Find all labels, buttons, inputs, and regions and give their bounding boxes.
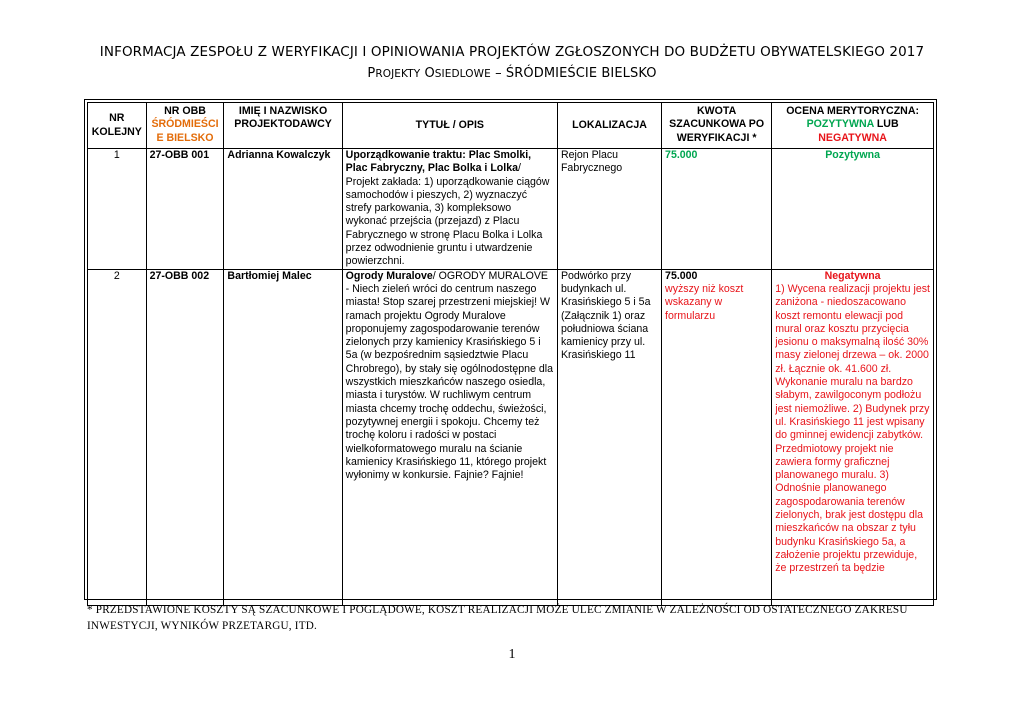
row-location: Rejon Placu Fabrycznego [557,149,661,270]
subtitle-o: O [424,66,435,81]
row-title-rest: / OGRODY MURALOVE - Niech zieleń wróci do centrum naszego miasta! Stop szarej przestrzeni miejskiej! W ramach projektu Ogrody Muralove proponujemy zagospodarowanie terenów zielonych przy kamienicy Krasińskiego 5 i 5a (w bezpośrednim sąsiedztwie Placu Chrobrego), by stały się ogólnodostępne dla wszystkich mieszkańców naszego osiedla, miasta i turystów. W ruchliwym centrum miasta chcemy trochę oddechu, świeżości, pozytywnej energii i spokoju. Chcemy też trochę koloru i radości w postaci wielkoformatowego muralu na ścianie kamienicy Krasińskiego 11, którego projekt wyłonimy w konkursie. Fajnie? Fajnie! [345,269,553,482]
projects-table [87,102,934,606]
header-rating-negative: NEGATYWNA [818,131,887,144]
row-title-rest: / Projekt zakłada: 1) uporządkowanie ciągów samochodów i pieszych, 2) wyznaczyć strefy parkowania, 3) kompleksowo wykonać przejścia (przejazd) z Placu Fabrycznego w stronę Placu Bolka i Lolka przez odwodnienie gruntu i utwardzenie powierzchni. [345,162,550,268]
row-nr: 2 [88,269,147,605]
row-amount-note: wyższy niż koszt wskazany w formularzu [665,282,744,322]
row-amount: 75.000 [662,149,772,270]
subtitle-siedlowe: SIEDLOWE [434,68,491,80]
row-rating: Pozytywna [772,149,934,270]
row-title-bold: Uporządkowanie traktu: Plac Smolki, Plac Fabryczny, Plac Bolka i Lolka [345,149,532,175]
subtitle-p: P [367,66,376,81]
header-rating-positive: POZYTYWNA [806,118,874,131]
page-number: 1 [508,647,516,662]
header-amount: KWOTA SZACUNKOWA PO WERYFIKACJI * [662,103,772,149]
header-rating-or: LUB [873,118,899,131]
header-location: LOKALIZACJA [557,103,661,149]
header-obb [146,103,224,149]
document-title: INFORMACJA ZESPOŁU Z WERYFIKACJI I OPINIOWANIA PROJEKTÓW ZGŁOSZONYCH DO BUDŻETU OBYWATELSKIEGO 2017 [99,44,925,60]
table-row [88,149,934,270]
row-author: Adrianna Kowalczyk [224,149,342,270]
row-amount-value: 75.000 [665,269,698,282]
row-obb: 27-OBB 001 [146,149,224,270]
cost-footnote: * PRZEDSTAWIONE KOSZTY SĄ SZACUNKOWE I POGLĄDOWE, KOSZT REALIZACJI MOŻE ULEC ZMIANIE W ZALEŻNOŚCI OD OSTATECZNEGO ZAKRESU INWESTYCJI, WYNIKÓW PRZETARGU, ITD. [87,604,908,632]
header-obb-label: NR OBB [164,105,206,117]
document-subtitle [0,66,1024,81]
row-title-bold: Ogrody Muralove [345,269,433,282]
table-header-row [88,103,934,149]
row-rating [772,269,934,605]
row-amount [662,269,772,605]
header-nr: NR KOLEJNY [88,103,147,149]
row-nr: 1 [88,149,147,270]
row-location: Podwórko przy budynkach ul. Krasińskiego 5 i 5a (Załącznik 1) oraz południowa ściana kamienicy przy ul. Krasińskiego 11 [557,269,661,605]
table-row [88,269,934,605]
row-obb: 27-OBB 002 [146,269,224,605]
header-title: TYTUŁ / OPIS [342,103,557,149]
subtitle-rojekty: ROJEKTY [375,68,421,80]
row-author: Bartłomiej Malec [224,269,342,605]
subtitle-district: – ŚRÓDMIEŚCIE BIELSKO [495,66,657,81]
header-author: IMIĘ I NAZWISKO PROJEKTODAWCY [224,103,342,149]
header-rating [772,103,934,149]
row-title [342,149,557,270]
row-title [342,269,557,605]
header-obb-district: ŚRÓDMIEŚCI E BIELSKO [151,118,219,144]
row-rating-justification: 1) Wycena realizacji projektu jest zaniżona - niedoszacowano koszt remontu elewacji pod mural oraz kosztu przycięcia jesionu o maksymalną ilość 30% masy zielonej drzewa – ok. 2000 zł. Łącznie ok. 41.600 zł. Wykonanie muralu na bardzo słabym, zawilgoconym podłożu jest niemożliwe. 2) Budynek przy ul. Krasińskiego 11 jest wpisany do gminnej ewidencji zabytków. Przedmiotowy projekt nie zawiera formy graficznej planowanego muralu. 3) Odnośnie planowanego zagospodarowania terenów zielonych, brak jest dostępu dla mieszkańców na obszar z tyłu budynku Krasińskiego 5a, a założenie projektu przewiduje, że przestrzeń ta będzie [775,282,930,575]
header-rating-label: OCENA MERYTORYCZNA: [786,105,920,117]
row-rating-value: Negatywna [824,269,881,282]
